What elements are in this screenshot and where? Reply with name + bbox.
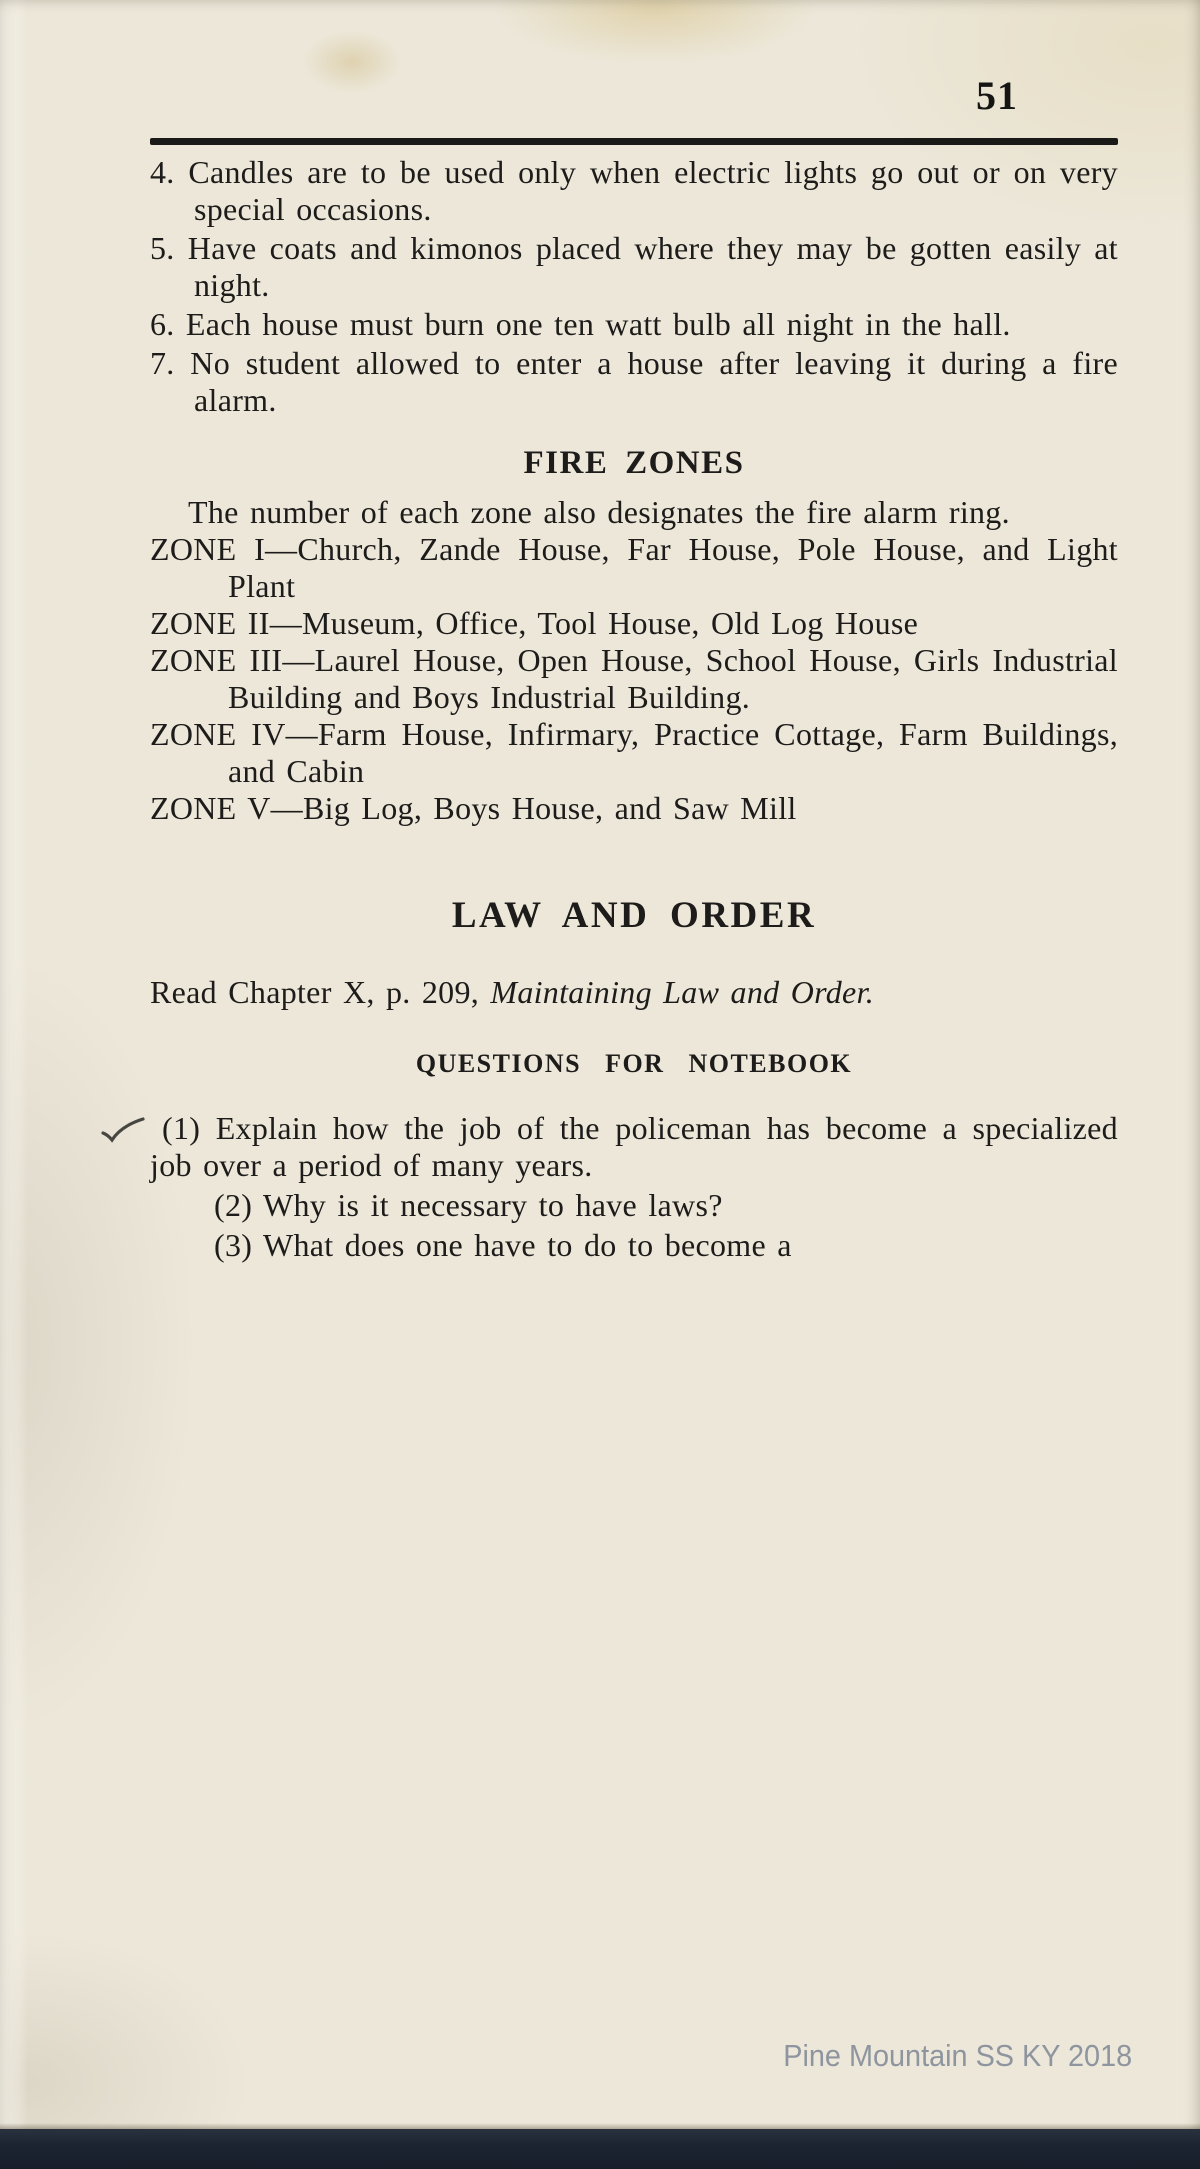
rule-item-5 xyxy=(150,230,1118,304)
question-item-2 xyxy=(150,1187,1118,1224)
rule-text: Have coats and kimonos placed where they may be gotten easily at night. xyxy=(187,230,1118,303)
fire-zones-intro: The number of each zone also designates the fire alarm ring. xyxy=(188,494,1010,530)
zone-item-3: ZONE III—Laurel House, Open House, School House, Girls Industrial Building and Boys Industrial Building. xyxy=(150,642,1118,715)
scanner-strip xyxy=(0,2129,1200,2169)
reading-assignment xyxy=(150,974,1118,1011)
question-item-1 xyxy=(150,1110,1118,1184)
question-item-3 xyxy=(150,1227,1118,1264)
rule-number: 5. xyxy=(150,230,175,266)
rule-number: 4. xyxy=(150,154,175,190)
watermark: Pine Mountain SS KY 2018 xyxy=(783,2038,1132,2073)
page-content xyxy=(150,154,1118,1264)
rule-number: 7. xyxy=(150,345,175,381)
checkmark-icon xyxy=(100,1116,146,1144)
question-label: (1) xyxy=(162,1110,201,1146)
question-text: What does one have to do to become a xyxy=(262,1227,792,1263)
zone-item-5: ZONE V—Big Log, Boys House, and Saw Mill xyxy=(150,790,797,826)
fire-zones-heading: FIRE ZONES xyxy=(523,445,745,481)
law-and-order-heading: LAW AND ORDER xyxy=(451,895,817,936)
reading-assignment-prefix: Read Chapter X, p. 209, xyxy=(150,974,491,1010)
reading-assignment-title: Maintaining Law and Order. xyxy=(490,974,875,1010)
rule-item-7 xyxy=(150,345,1118,419)
rule-text: No student allowed to enter a house after leaving it during a fire alarm. xyxy=(190,345,1118,418)
question-label: (3) xyxy=(214,1227,253,1263)
zone-item-1: ZONE I—Church, Zande House, Far House, Pole House, and Light Plant xyxy=(150,531,1118,604)
questions-heading: QUESTIONS FOR NOTEBOOK xyxy=(415,1049,853,1078)
rule-item-6 xyxy=(150,306,1118,343)
question-text: Why is it necessary to have laws? xyxy=(262,1187,723,1223)
zone-item-4: ZONE IV—Farm House, Infirmary, Practice Cottage, Farm Buildings, and Cabin xyxy=(150,716,1118,789)
zone-item-2: ZONE II—Museum, Office, Tool House, Old Log House xyxy=(150,605,919,641)
question-label: (2) xyxy=(214,1187,253,1223)
rule-item-4 xyxy=(150,154,1118,228)
rule-text: Each house must burn one ten watt bulb all night in the hall. xyxy=(185,306,1011,342)
question-text: Explain how the job of the policeman has become a specialized job over a period of many years. xyxy=(150,1110,1118,1183)
rule-number: 6. xyxy=(150,306,175,342)
header-rule xyxy=(150,138,1118,145)
page-number: 51 xyxy=(976,73,1018,118)
rule-text: Candles are to be used only when electric lights go out or on very special occasions. xyxy=(188,154,1118,227)
